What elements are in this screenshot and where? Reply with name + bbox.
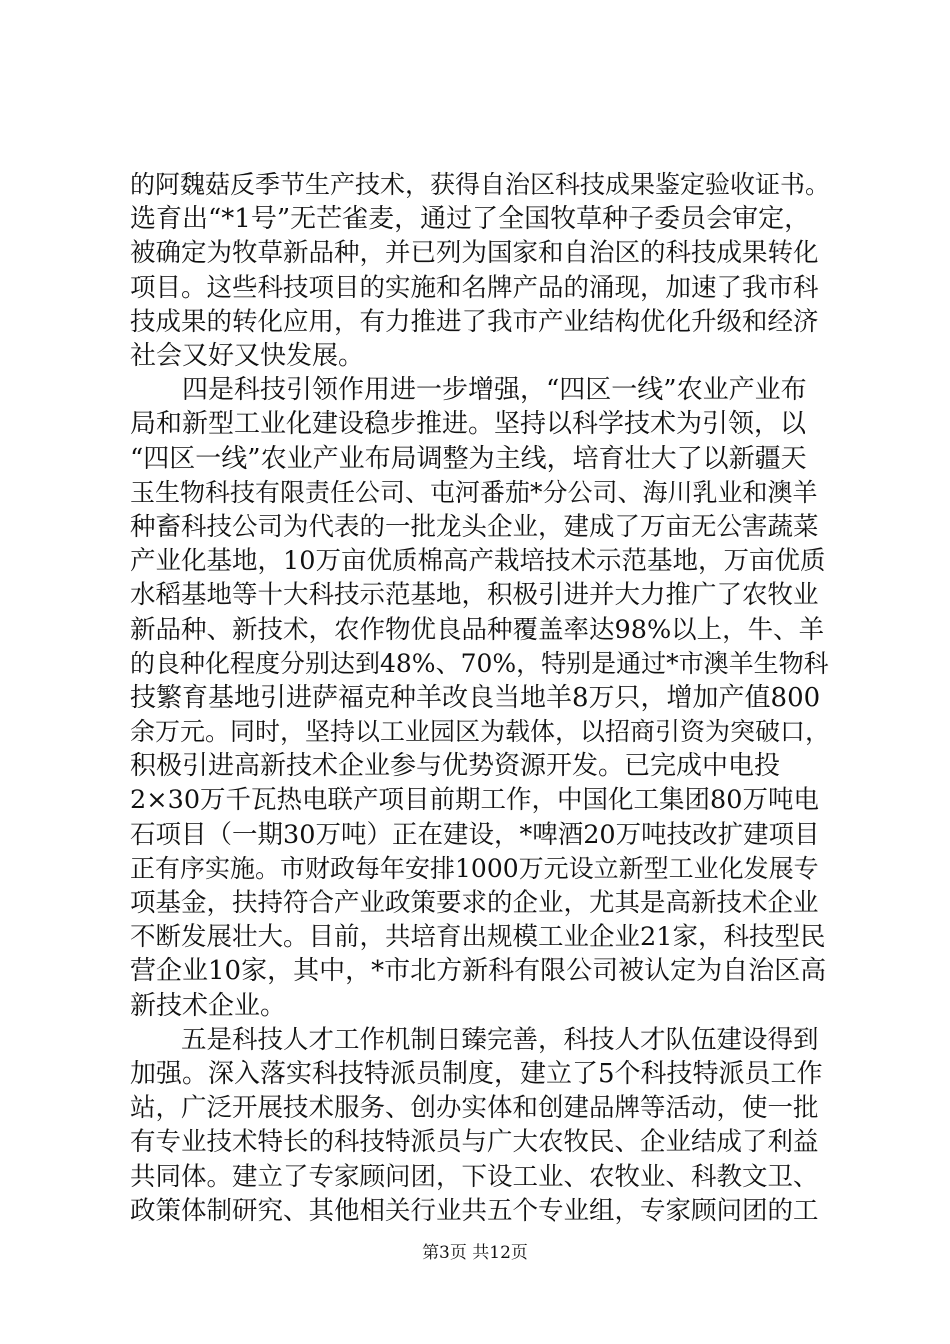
body-text-line: “四区一线”农业产业布局调整为主线，培育壮大了以新疆天 [130, 443, 807, 474]
body-text-line: 四是科技引领作用进一步增强，“四区一线”农业产业布 [130, 375, 807, 406]
body-text-line: 技成果的转化应用，有力推进了我市产业结构优化升级和经济 [130, 306, 819, 337]
body-text-line: 局和新型工业化建设稳步推进。坚持以科学技术为引领，以 [130, 409, 807, 440]
body-text-line: 共同体。建立了专家顾问团，下设工业、农牧业、科教文卫、 [130, 1161, 819, 1192]
body-text-line: 选育出“*1号”无芒雀麦，通过了全国牧草种子委员会审定， [130, 204, 811, 235]
body-text-line: 项基金，扶持符合产业政策要求的企业，尤其是高新技术企业 [130, 888, 819, 919]
body-text-line: 项目。这些科技项目的实施和名牌产品的涌现，加速了我市科 [130, 272, 819, 303]
body-text-line: 石项目（一期30万吨）正在建设，*啤酒20万吨技改扩建项目 [130, 819, 820, 850]
body-text-line: 产业化基地，10万亩优质棉高产栽培技术示范基地，万亩优质 [130, 546, 826, 577]
body-text-line: 技繁育基地引进萨福克种羊改良当地羊8万只，增加产值800 [130, 682, 821, 713]
body-text-line: 有专业技术特长的科技特派员与广大农牧民、企业结成了利益 [130, 1127, 819, 1158]
body-text-line: 五是科技人才工作机制日臻完善，科技人才队伍建设得到 [130, 1024, 819, 1055]
page-footer: 第3页 共12页 [422, 1243, 528, 1263]
body-text-line: 新技术企业。 [130, 990, 287, 1021]
body-text-line: 2×30万千瓦热电联产项目前期工作，中国化工集团80万吨电 [130, 785, 819, 816]
body-text-line: 积极引进高新技术企业参与优势资源开发。已完成中电投 [130, 751, 781, 782]
body-text-line: 被确定为牧草新品种，并已列为国家和自治区的科技成果转化 [130, 238, 819, 269]
body-text-line: 的阿魏菇反季节生产技术，获得自治区科技成果鉴定验收证书。 [130, 170, 830, 199]
body-text-line: 玉生物科技有限责任公司、屯河番茄*分公司、海川乳业和澳羊 [130, 477, 818, 507]
body-text-line: 的良种化程度分别达到48%、70%，特别是通过*市澳羊生物科 [130, 648, 829, 678]
body-text-line: 社会又好又快发展。 [130, 340, 365, 371]
body-text-line: 站，广泛开展技术服务、创办实体和创建品牌等活动，使一批 [130, 1093, 819, 1124]
body-text-line: 不断发展壮大。目前，共培育出规模工业企业21家，科技型民 [130, 922, 826, 953]
body-text-line: 正有序实施。市财政每年安排1000万元设立新型工业化发展专 [130, 853, 819, 883]
body-text-line: 加强。深入落实科技特派员制度，建立了5个科技特派员工作 [130, 1059, 823, 1090]
body-text-line: 种畜科技公司为代表的一批龙头企业，建成了万亩无公害蔬菜 [130, 511, 819, 542]
body-text-line: 政策体制研究、其他相关行业共五个专业组，专家顾问团的工 [130, 1195, 819, 1226]
body-text-line: 营企业10家，其中，*市北方新科有限公司被认定为自治区高 [130, 956, 827, 987]
body-text-line: 新品种、新技术，农作物优良品种覆盖率达98%以上，牛、羊 [130, 614, 825, 645]
body-text-line: 余万元。同时，坚持以工业园区为载体，以招商引资为突破口， [130, 717, 830, 747]
body-text-line: 水稻基地等十大科技示范基地，积极引进并大力推广了农牧业 [130, 580, 819, 611]
